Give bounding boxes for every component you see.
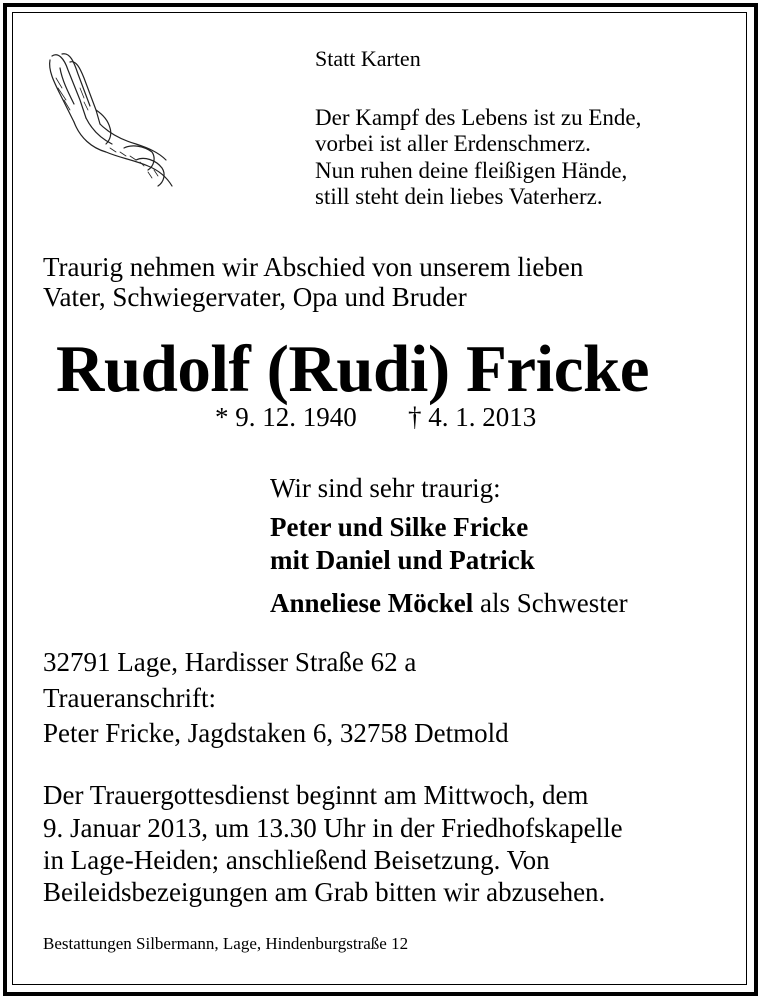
address-line-1: 32791 Lage, Hardisser Straße 62 a xyxy=(43,647,417,677)
pretext: Statt Karten xyxy=(315,46,421,71)
deceased-name: Rudolf (Rudi) Fricke xyxy=(56,332,649,406)
funeral-home-footer: Bestattungen Silbermann, Lage, Hindenburgstraße 12 xyxy=(43,934,409,953)
mourner-line-2: mit Daniel und Patrick xyxy=(270,545,535,575)
verse-line-4: still steht dein liebes Vaterherz. xyxy=(315,184,603,209)
verse-line-2: vorbei ist aller Erdenschmerz. xyxy=(315,131,591,156)
service-line-1: Der Trauergottesdienst beginnt am Mittwoch, dem xyxy=(43,780,589,810)
birth-date: * 9. 12. 1940 xyxy=(215,402,357,432)
verse-line-3: Nun ruhen deine fleißigen Hände, xyxy=(315,158,628,183)
service-line-4: Beileidsbezeigungen am Grab bitten wir abzusehen. xyxy=(43,877,606,907)
mourner-line-1: Peter und Silke Fricke xyxy=(270,512,529,542)
verse-line-1: Der Kampf des Lebens ist zu Ende, xyxy=(315,105,642,130)
intro-line-2: Vater, Schwiegervater, Opa und Bruder xyxy=(43,282,467,312)
address-line-3: Peter Fricke, Jagdstaken 6, 32758 Detmold xyxy=(43,718,509,748)
praying-hands-icon xyxy=(40,48,175,188)
mourner-name: Anneliese Möckel xyxy=(270,588,474,618)
death-date: † 4. 1. 2013 xyxy=(408,402,537,432)
intro-line-1: Traurig nehmen wir Abschied von unserem lieben xyxy=(43,252,584,282)
service-line-2: 9. Januar 2013, um 13.30 Uhr in der Friedhofskapelle xyxy=(43,813,623,843)
service-line-3: in Lage-Heiden; anschließend Beisetzung. Von xyxy=(43,845,550,875)
mourner-relation: als Schwester xyxy=(473,588,628,618)
mourner-line-3 xyxy=(270,588,628,618)
mourners-heading: Wir sind sehr traurig: xyxy=(270,473,501,503)
address-line-2: Traueranschrift: xyxy=(43,683,216,713)
